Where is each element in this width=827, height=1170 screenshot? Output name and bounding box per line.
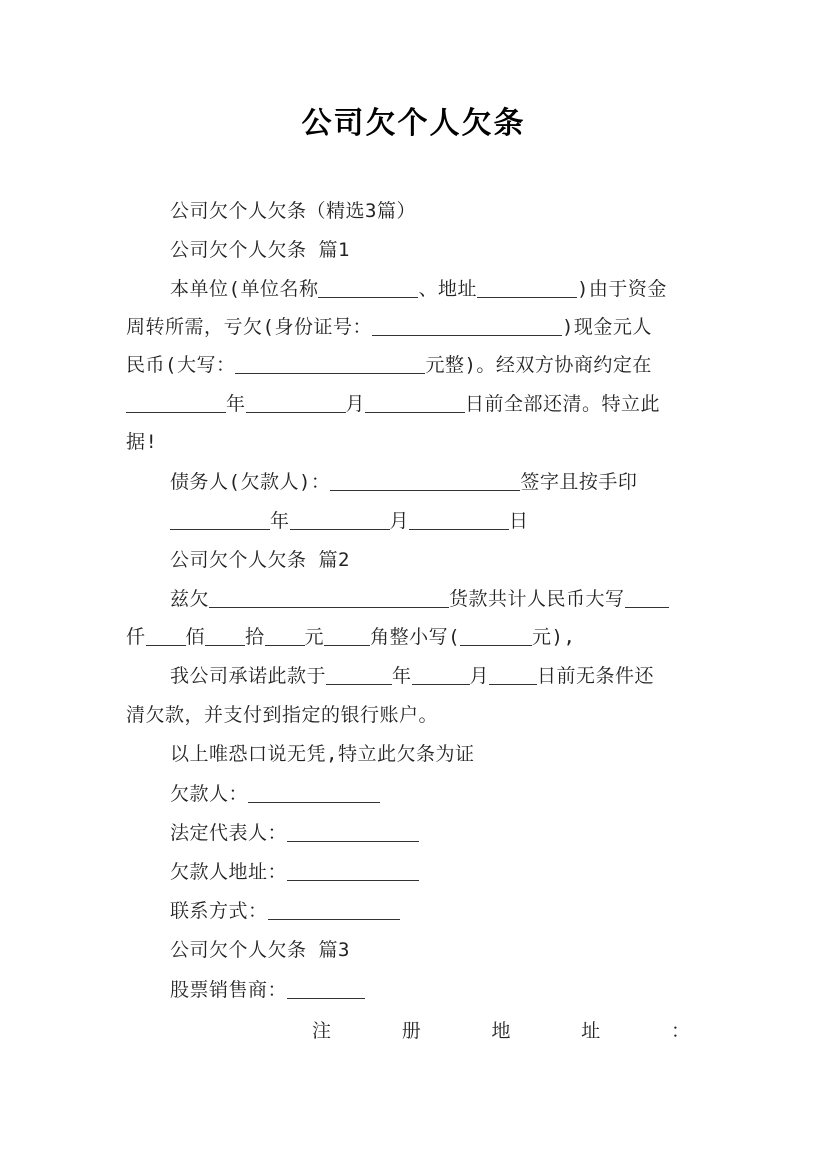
seller-line — [170, 978, 365, 1002]
seller-label: 股票销售商： — [170, 979, 288, 1001]
reg-char: ： — [670, 1020, 690, 1042]
text: 年 — [226, 393, 246, 415]
text: 民币(大写： — [126, 354, 236, 376]
blank-day — [409, 510, 509, 530]
text: 货款共计人民币大写 — [449, 588, 625, 610]
section1-para-line2 — [126, 315, 652, 339]
blank-year — [170, 510, 270, 530]
text: 我公司承诺此款于 — [170, 665, 327, 687]
text: 本单位(单位名称 — [170, 278, 319, 300]
text: 日 — [509, 510, 529, 532]
blank-amount-uppercase — [235, 354, 425, 374]
section3-heading: 公司欠个人欠条 篇3 — [170, 939, 350, 961]
legal-rep-label: 法定代表人： — [170, 822, 288, 844]
section2-line2 — [126, 625, 575, 649]
blank-day — [365, 393, 465, 413]
blank-day — [489, 665, 537, 685]
text: 月 — [345, 393, 366, 415]
section1-para-line3 — [126, 353, 652, 377]
borrower-line — [170, 782, 380, 806]
blank-amount-numeric — [460, 626, 532, 646]
blank-year — [126, 393, 226, 413]
reg-char: 注 — [312, 1020, 332, 1042]
blank-yuan — [324, 626, 370, 646]
blank-debtor — [330, 471, 520, 491]
section1-heading: 公司欠个人欠条 篇1 — [170, 239, 350, 261]
blank-id-number — [372, 316, 562, 336]
text: 周转所需，亏欠(身份证号： — [126, 316, 372, 338]
blank-ten-thousand — [625, 588, 669, 608]
text: 佰 — [185, 626, 206, 648]
text: 年 — [270, 510, 290, 532]
text: 签字且按手印 — [520, 471, 638, 493]
section1-date-line — [170, 509, 529, 533]
blank-legal-rep — [287, 822, 419, 842]
intro-line: 公司欠个人欠条（精选3篇） — [170, 200, 416, 222]
text: 元 — [304, 626, 325, 648]
text: 年 — [392, 665, 412, 687]
text: 元整)。经双方协商约定在 — [425, 354, 652, 376]
text: 月 — [389, 510, 410, 532]
section2-line1 — [170, 587, 669, 611]
text: 仟 — [126, 626, 146, 648]
blank-month — [412, 665, 470, 685]
section2-line5: 以上唯恐口说无凭,特立此欠条为证 — [170, 743, 475, 765]
debtor-signature-line — [170, 470, 637, 494]
text: 月 — [469, 665, 490, 687]
blank-year — [326, 665, 392, 685]
legal-rep-line — [170, 821, 419, 845]
section2-line4: 清欠款，并支付到指定的银行账户。 — [126, 704, 439, 726]
text: 拾 — [245, 626, 265, 648]
text: 日前无条件还 — [537, 665, 655, 687]
text: 角整小写( — [370, 626, 461, 648]
contact-line — [170, 899, 400, 923]
section1-para-line5: 据! — [126, 431, 158, 453]
borrower-label: 欠款人： — [170, 783, 249, 805]
reg-char: 址 — [581, 1020, 601, 1042]
blank-hundred — [205, 626, 245, 646]
section1-para-line1 — [170, 277, 667, 301]
blank-unit-name — [318, 278, 418, 298]
blank-thousand — [146, 626, 186, 646]
section1-para-line4 — [126, 392, 660, 416]
text: )由于资金 — [576, 278, 667, 300]
blank-contact — [268, 900, 400, 920]
text: 元), — [532, 626, 576, 648]
blank-month — [290, 510, 390, 530]
contact-label: 联系方式： — [170, 900, 268, 922]
section2-line3 — [170, 664, 654, 688]
debtor-label: 债务人(欠款人)： — [170, 471, 331, 493]
reg-char: 册 — [401, 1020, 421, 1042]
blank-address — [477, 278, 577, 298]
blank-borrower-address — [287, 861, 419, 881]
text: )现金元人 — [561, 316, 652, 338]
blank-month — [246, 393, 346, 413]
blank-goods — [209, 588, 449, 608]
blank-ten — [265, 626, 305, 646]
section2-heading: 公司欠个人欠条 篇2 — [170, 549, 350, 571]
text: 兹欠 — [170, 588, 210, 610]
borrower-address-line — [170, 860, 419, 884]
borrower-address-label: 欠款人地址： — [170, 861, 288, 883]
reg-char: 地 — [491, 1020, 511, 1042]
registered-address-line — [170, 1016, 690, 1043]
text: 、地址 — [418, 278, 477, 300]
blank-seller — [287, 979, 365, 999]
blank-borrower — [248, 783, 380, 803]
document-title: 公司欠个人欠条 — [301, 106, 526, 141]
text: 日前全部还清。特立此 — [465, 393, 661, 415]
